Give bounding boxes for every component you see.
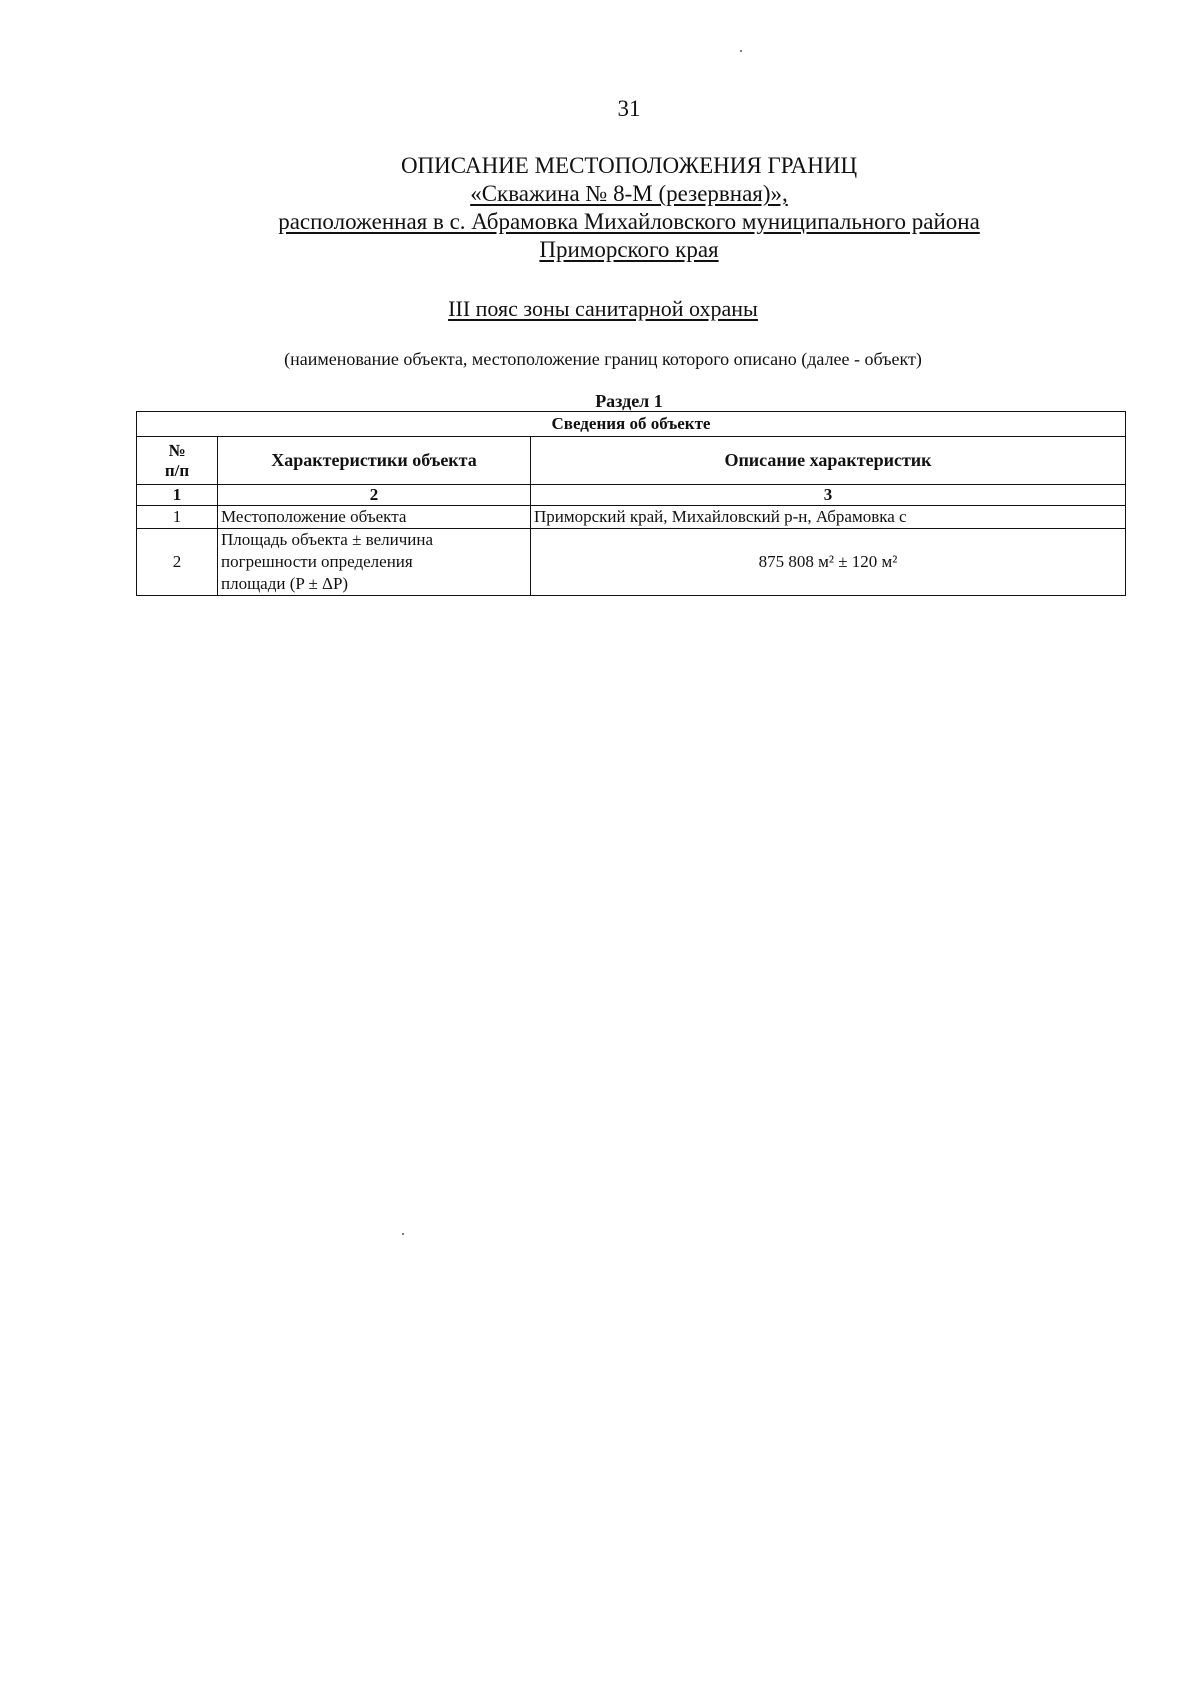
header-characteristics: Характеристики объекта bbox=[218, 437, 531, 485]
title-line-2: «Скважина № 8-М (резервная)», bbox=[470, 181, 788, 206]
table-header-row bbox=[137, 437, 1126, 485]
column-number: 2 bbox=[218, 485, 531, 506]
row-characteristic-line1: Площадь объекта ± величина bbox=[221, 530, 434, 549]
row-characteristic: Местоположение объекта bbox=[218, 506, 531, 529]
object-info-table bbox=[136, 411, 1126, 596]
row-description: 875 808 м² ± 120 м² bbox=[531, 529, 1126, 596]
table-caption: Сведения об объекте bbox=[137, 412, 1126, 437]
row-characteristic-line3: площади (P ± ΔP) bbox=[221, 574, 349, 593]
table-row bbox=[137, 506, 1126, 529]
title-line-3: расположенная в с. Абрамовка Михайловского муниципального района bbox=[278, 209, 980, 234]
header-description: Описание характеристик bbox=[531, 437, 1126, 485]
header-num-line2: п/п bbox=[164, 460, 190, 480]
scan-speck bbox=[740, 50, 742, 52]
header-num-line1: № bbox=[168, 440, 186, 460]
column-number: 3 bbox=[531, 485, 1126, 506]
table-column-numbers-row bbox=[137, 485, 1126, 506]
title-line-4: Приморского края bbox=[539, 237, 719, 262]
zone-title bbox=[0, 296, 1200, 322]
row-characteristic bbox=[218, 529, 531, 596]
row-characteristic-line2: погрешности определения bbox=[221, 552, 413, 571]
row-description: Приморский край, Михайловский р-н, Абрамовка с bbox=[531, 506, 1126, 529]
zone-title-text: III пояс зоны санитарной охраны bbox=[448, 296, 758, 321]
scan-speck bbox=[402, 1233, 404, 1235]
section-label: Раздел 1 bbox=[595, 391, 663, 411]
table-caption-row bbox=[137, 412, 1126, 437]
row-num: 1 bbox=[137, 506, 218, 529]
object-caption: (наименование объекта, местоположение границ которого описано (далее - объект) bbox=[284, 349, 922, 369]
header-num bbox=[137, 437, 218, 485]
document-title bbox=[0, 152, 1200, 264]
table-row bbox=[137, 529, 1126, 596]
row-num: 2 bbox=[137, 529, 218, 596]
title-line-1: ОПИСАНИЕ МЕСТОПОЛОЖЕНИЯ ГРАНИЦ bbox=[400, 153, 858, 178]
column-number: 1 bbox=[137, 485, 218, 506]
page-number: 31 bbox=[617, 96, 641, 121]
